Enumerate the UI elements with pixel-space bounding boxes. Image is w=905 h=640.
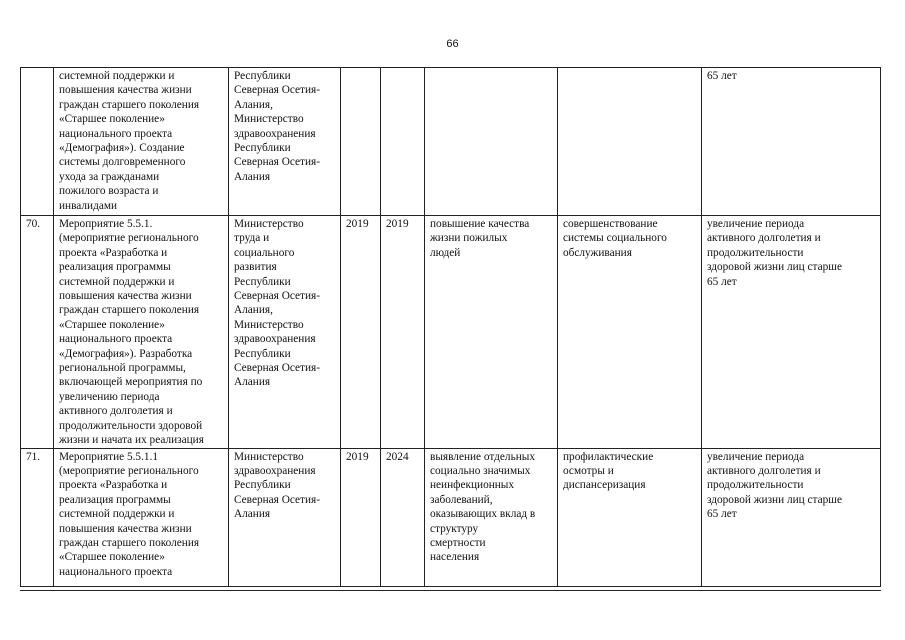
expected-result-cell: выявление отдельных социально значимых неинфекционных заболеваний, оказывающих вклад в структуру смертности населения xyxy=(425,448,558,586)
indicator-cell: 65 лет xyxy=(702,68,881,216)
measures-table xyxy=(20,67,881,587)
event-cell: Мероприятие 5.5.1.1 (мероприятие регионального проекта «Разработка и реализация программы системной поддержки и повышения качества жизни граждан старшего поколения «Старшее поколение» национального проекта xyxy=(54,448,229,586)
executor-cell: Министерство здравоохранения Республики Северная Осетия- Алания xyxy=(229,448,341,586)
table-bottom-border xyxy=(20,590,881,591)
start-year-cell: 2019 xyxy=(341,216,381,449)
expected-result-cell xyxy=(425,68,558,216)
row-number-cell: 70. xyxy=(21,216,54,449)
end-year-cell: 2019 xyxy=(381,216,425,449)
page-number: 66 xyxy=(446,38,459,50)
end-year-cell: 2024 xyxy=(381,448,425,586)
direction-cell xyxy=(558,68,702,216)
row-number-cell: 71. xyxy=(21,448,54,586)
executor-cell: Министерство труда и социального развития Республики Северная Осетия- Алания, Министерство здравоохранения Республики Северная Осетия- Алания xyxy=(229,216,341,449)
direction-cell: совершенствование системы социального обслуживания xyxy=(558,216,702,449)
event-cell: системной поддержки и повышения качества жизни граждан старшего поколения «Старшее поколение» национального проекта «Демография»). Создание системы долговременного ухода за гражданами пожилого возраста и инвалидами xyxy=(54,68,229,216)
start-year-cell: 2019 xyxy=(341,448,381,586)
expected-result-cell: повышение качества жизни пожилых людей xyxy=(425,216,558,449)
table-row xyxy=(21,448,881,586)
indicator-cell: увеличение периода активного долголетия и продолжительности здоровой жизни лиц старше 65 лет xyxy=(702,216,881,449)
executor-cell: Республики Северная Осетия- Алания, Министерство здравоохранения Республики Северная Осетия- Алания xyxy=(229,68,341,216)
row-number-cell xyxy=(21,68,54,216)
event-cell: Мероприятие 5.5.1. (мероприятие регионального проекта «Разработка и реализация программы системной поддержки и повышения качества жизни граждан старшего поколения «Старшее поколение» национального проекта «Демография»). Разработка региональной программы, включающей мероприятия по увеличению периода активного долголетия и продолжительности здоровой жизни и начата их реализация xyxy=(54,216,229,449)
indicator-cell: увеличение периода активного долголетия и продолжительности здоровой жизни лиц старше 65 лет xyxy=(702,448,881,586)
end-year-cell xyxy=(381,68,425,216)
direction-cell: профилактические осмотры и диспансеризация xyxy=(558,448,702,586)
table-row xyxy=(21,216,881,449)
table-row xyxy=(21,68,881,216)
start-year-cell xyxy=(341,68,381,216)
